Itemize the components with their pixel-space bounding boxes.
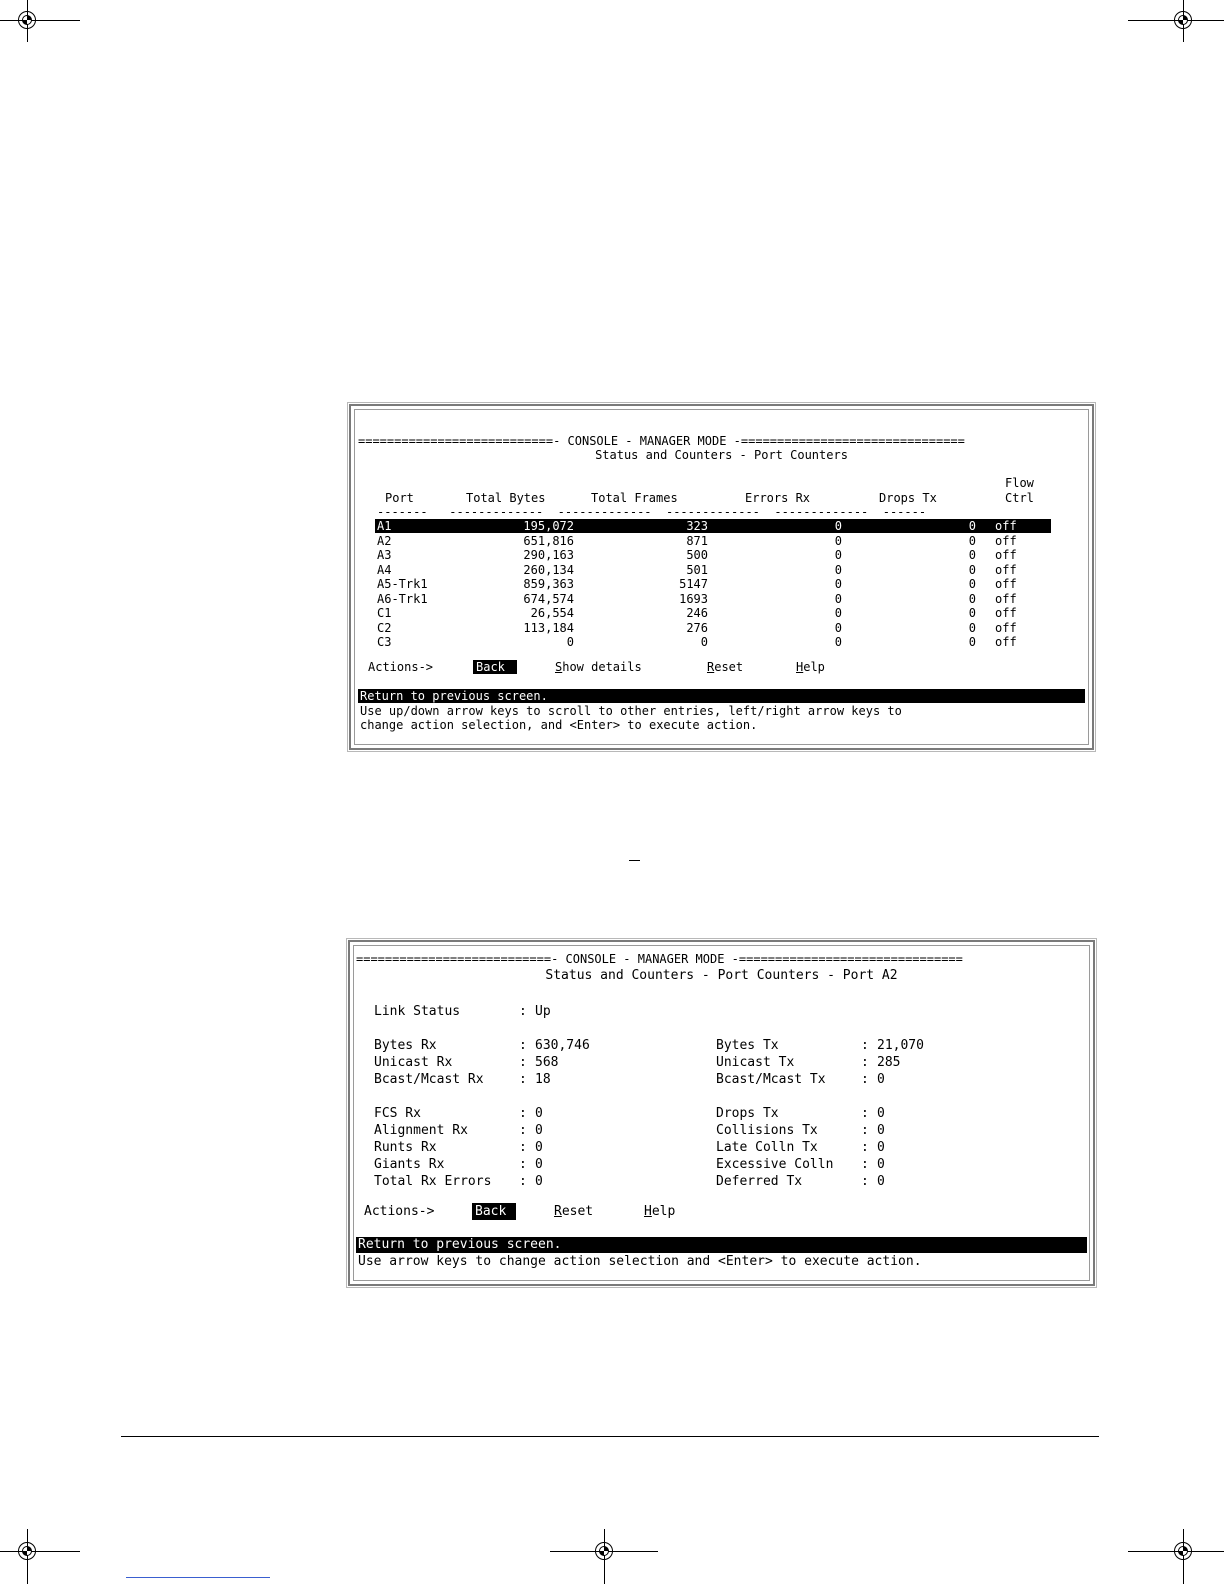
reset-button[interactable] [704, 660, 746, 674]
errors-rx-cell: 0 [834, 620, 842, 635]
colon: : [519, 1140, 527, 1155]
counter-value: 630,746 [535, 1038, 590, 1053]
drops-tx-cell: 0 [968, 548, 976, 562]
counter-value: 0 [877, 1072, 885, 1087]
footer-rule [121, 1436, 1099, 1437]
help-hotkey: H [796, 660, 804, 674]
drops-tx-cell: 0 [968, 591, 976, 606]
drops-tx-cell: 0 [968, 577, 976, 591]
status-bar: Return to previous screen. [356, 1237, 1087, 1253]
errors-rx-cell: 0 [834, 533, 842, 548]
total-bytes-cell: 0 [566, 635, 574, 649]
total-bytes-cell: 674,574 [523, 591, 574, 606]
drops-tx-cell: 0 [968, 519, 976, 533]
colon: : [861, 1174, 869, 1189]
link-status-value: Up [535, 1004, 551, 1019]
counter-label: Runts Rx [374, 1140, 437, 1155]
total-bytes-cell: 195,072 [523, 519, 574, 533]
footer-link-line [126, 1577, 270, 1578]
counter-label: Late Colln Tx [716, 1140, 818, 1155]
port-cell: A2 [377, 533, 392, 548]
flow-ctrl-cell: off [995, 591, 1017, 606]
counter-value: 18 [535, 1072, 551, 1087]
counter-value: 0 [535, 1157, 543, 1172]
counter-value: 0 [877, 1123, 885, 1138]
reset-hotkey: R [707, 660, 715, 674]
actions-label: Actions-> [368, 660, 434, 674]
counter-label: Deferred Tx [716, 1174, 803, 1189]
help-text-line: Use arrow keys to change action selection and <Enter> to execute action. [358, 1254, 922, 1269]
port-cell: A1 [377, 519, 392, 533]
colon: : [519, 1157, 527, 1172]
colon: : [519, 1174, 527, 1189]
port-cell: A4 [377, 562, 392, 577]
column-header-total-frames: Total Frames [591, 491, 678, 505]
link-status-label: Link Status [374, 1004, 461, 1019]
counter-value: 568 [535, 1055, 559, 1070]
show-details-button[interactable] [552, 660, 645, 674]
counter-label: Unicast Rx [374, 1055, 453, 1070]
show-details-hotkey: S [555, 660, 563, 674]
table-row[interactable] [375, 548, 1051, 562]
colon: : [519, 1072, 527, 1087]
port-detail-screen [348, 940, 1095, 1286]
total-bytes-cell: 26,554 [530, 606, 574, 620]
counter-value: 0 [877, 1174, 885, 1189]
help-button[interactable] [793, 660, 828, 674]
total-frames-cell: 1693 [679, 591, 708, 606]
help-button[interactable] [644, 1203, 675, 1220]
errors-rx-cell: 0 [834, 577, 842, 591]
table-row[interactable] [375, 563, 1051, 577]
flow-ctrl-cell: off [995, 606, 1017, 620]
counter-label: Alignment Rx [374, 1123, 468, 1138]
screen-title: Status and Counters - Port Counters - Port A2 [545, 968, 898, 983]
table-row[interactable] [375, 519, 1051, 533]
colon: : [861, 1106, 869, 1121]
flow-ctrl-cell: off [995, 548, 1017, 562]
counter-label: Bytes Rx [374, 1038, 437, 1053]
total-frames-cell: 0 [700, 635, 708, 649]
drops-tx-cell: 0 [968, 562, 976, 577]
port-cell: C3 [377, 635, 392, 649]
console-banner: ===========================- CONSOLE - MANAGER MODE -=============================== [356, 952, 963, 966]
counter-value: 21,070 [877, 1038, 924, 1053]
errors-rx-cell: 0 [834, 606, 842, 620]
colon: : [519, 1038, 527, 1053]
table-row[interactable] [375, 577, 1051, 591]
column-header-flow-ctrl: Ctrl [1005, 491, 1034, 505]
colon: : [861, 1055, 869, 1070]
counter-value: 0 [535, 1123, 543, 1138]
show-details-label: how details [562, 660, 642, 674]
flow-ctrl-cell: off [995, 577, 1017, 591]
counter-label: Collisions Tx [716, 1123, 818, 1138]
help-hotkey: H [644, 1204, 652, 1219]
column-header-port: Port [385, 491, 414, 505]
colon: : [861, 1123, 869, 1138]
total-frames-cell: 5147 [679, 577, 708, 591]
colon: : [861, 1038, 869, 1053]
total-bytes-cell: 260,134 [523, 562, 574, 577]
counter-label: Giants Rx [374, 1157, 445, 1172]
counter-value: 0 [535, 1174, 543, 1189]
counter-label: FCS Rx [374, 1106, 421, 1121]
total-frames-cell: 500 [686, 548, 708, 562]
counter-value: 0 [877, 1157, 885, 1172]
colon: : [519, 1055, 527, 1070]
help-text-line-1: Use up/down arrow keys to scroll to other entries, left/right arrow keys to [360, 704, 902, 718]
drops-tx-cell: 0 [968, 533, 976, 548]
errors-rx-cell: 0 [834, 591, 842, 606]
back-button[interactable]: Back [473, 660, 517, 674]
counter-label: Drops Tx [716, 1106, 779, 1121]
total-frames-cell: 276 [686, 620, 708, 635]
divider-dash [629, 860, 640, 861]
flow-ctrl-cell: off [995, 635, 1017, 649]
counter-value: 0 [877, 1106, 885, 1121]
colon: : [861, 1140, 869, 1155]
reset-button[interactable] [554, 1203, 593, 1220]
total-bytes-cell: 290,163 [523, 548, 574, 562]
actions-label: Actions-> [364, 1204, 435, 1219]
counter-label: Total Rx Errors [374, 1174, 492, 1189]
column-header-flow: Flow [1005, 476, 1034, 490]
colon: : [861, 1157, 869, 1172]
help-label: elp [651, 1204, 676, 1219]
counter-value: 0 [535, 1140, 543, 1155]
total-bytes-cell: 113,184 [523, 620, 574, 635]
counter-label: Unicast Tx [716, 1055, 795, 1070]
port-cell: C2 [377, 620, 392, 635]
status-bar: Return to previous screen. [358, 689, 1085, 703]
column-header-total-bytes: Total Bytes [466, 491, 546, 505]
help-label: elp [803, 660, 825, 674]
reset-label: eset [714, 660, 744, 674]
total-frames-cell: 501 [686, 562, 708, 577]
errors-rx-cell: 0 [834, 519, 842, 533]
colon: : [861, 1072, 869, 1087]
header-underline: ------- ------------- ------------- ------------- ------------- ------ [377, 505, 927, 519]
port-cell: A5-Trk1 [377, 577, 428, 591]
flow-ctrl-cell: off [995, 519, 1017, 533]
table-row[interactable] [375, 606, 1051, 620]
column-header-drops-tx: Drops Tx [879, 491, 937, 505]
colon: : [519, 1106, 527, 1121]
errors-rx-cell: 0 [834, 635, 842, 649]
help-text-line-2: change action selection, and <Enter> to execute action. [360, 718, 758, 732]
flow-ctrl-cell: off [995, 533, 1017, 548]
counter-label: Bcast/Mcast Tx [716, 1072, 826, 1087]
counter-label: Bcast/Mcast Rx [374, 1072, 484, 1087]
back-button[interactable]: Back [472, 1203, 516, 1220]
flow-ctrl-cell: off [995, 562, 1017, 577]
total-bytes-cell: 859,363 [523, 577, 574, 591]
drops-tx-cell: 0 [968, 606, 976, 620]
reset-label: eset [561, 1204, 594, 1219]
colon: : [519, 1004, 527, 1019]
total-bytes-cell: 651,816 [523, 533, 574, 548]
drops-tx-cell: 0 [968, 620, 976, 635]
port-cell: C1 [377, 606, 392, 620]
errors-rx-cell: 0 [834, 548, 842, 562]
counter-value: 0 [535, 1106, 543, 1121]
colon: : [519, 1123, 527, 1138]
errors-rx-cell: 0 [834, 562, 842, 577]
flow-ctrl-cell: off [995, 620, 1017, 635]
total-frames-cell: 246 [686, 606, 708, 620]
counter-value: 285 [877, 1055, 901, 1070]
drops-tx-cell: 0 [968, 635, 976, 649]
counter-value: 0 [877, 1140, 885, 1155]
port-counters-screen [349, 404, 1094, 750]
total-frames-cell: 323 [686, 519, 708, 533]
total-frames-cell: 871 [686, 533, 708, 548]
counter-label: Bytes Tx [716, 1038, 779, 1053]
console-banner: ===========================- CONSOLE - MANAGER MODE -=============================== [358, 434, 965, 448]
table-row[interactable] [375, 621, 1051, 635]
reset-hotkey: R [554, 1204, 562, 1219]
table-row[interactable] [375, 592, 1051, 606]
port-cell: A6-Trk1 [377, 591, 428, 606]
column-header-errors-rx: Errors Rx [745, 491, 811, 505]
counter-label: Excessive Colln [716, 1157, 834, 1172]
table-row[interactable] [375, 635, 1051, 649]
table-row[interactable] [375, 534, 1051, 548]
screen-title: Status and Counters - Port Counters [595, 448, 848, 462]
port-cell: A3 [377, 548, 392, 562]
